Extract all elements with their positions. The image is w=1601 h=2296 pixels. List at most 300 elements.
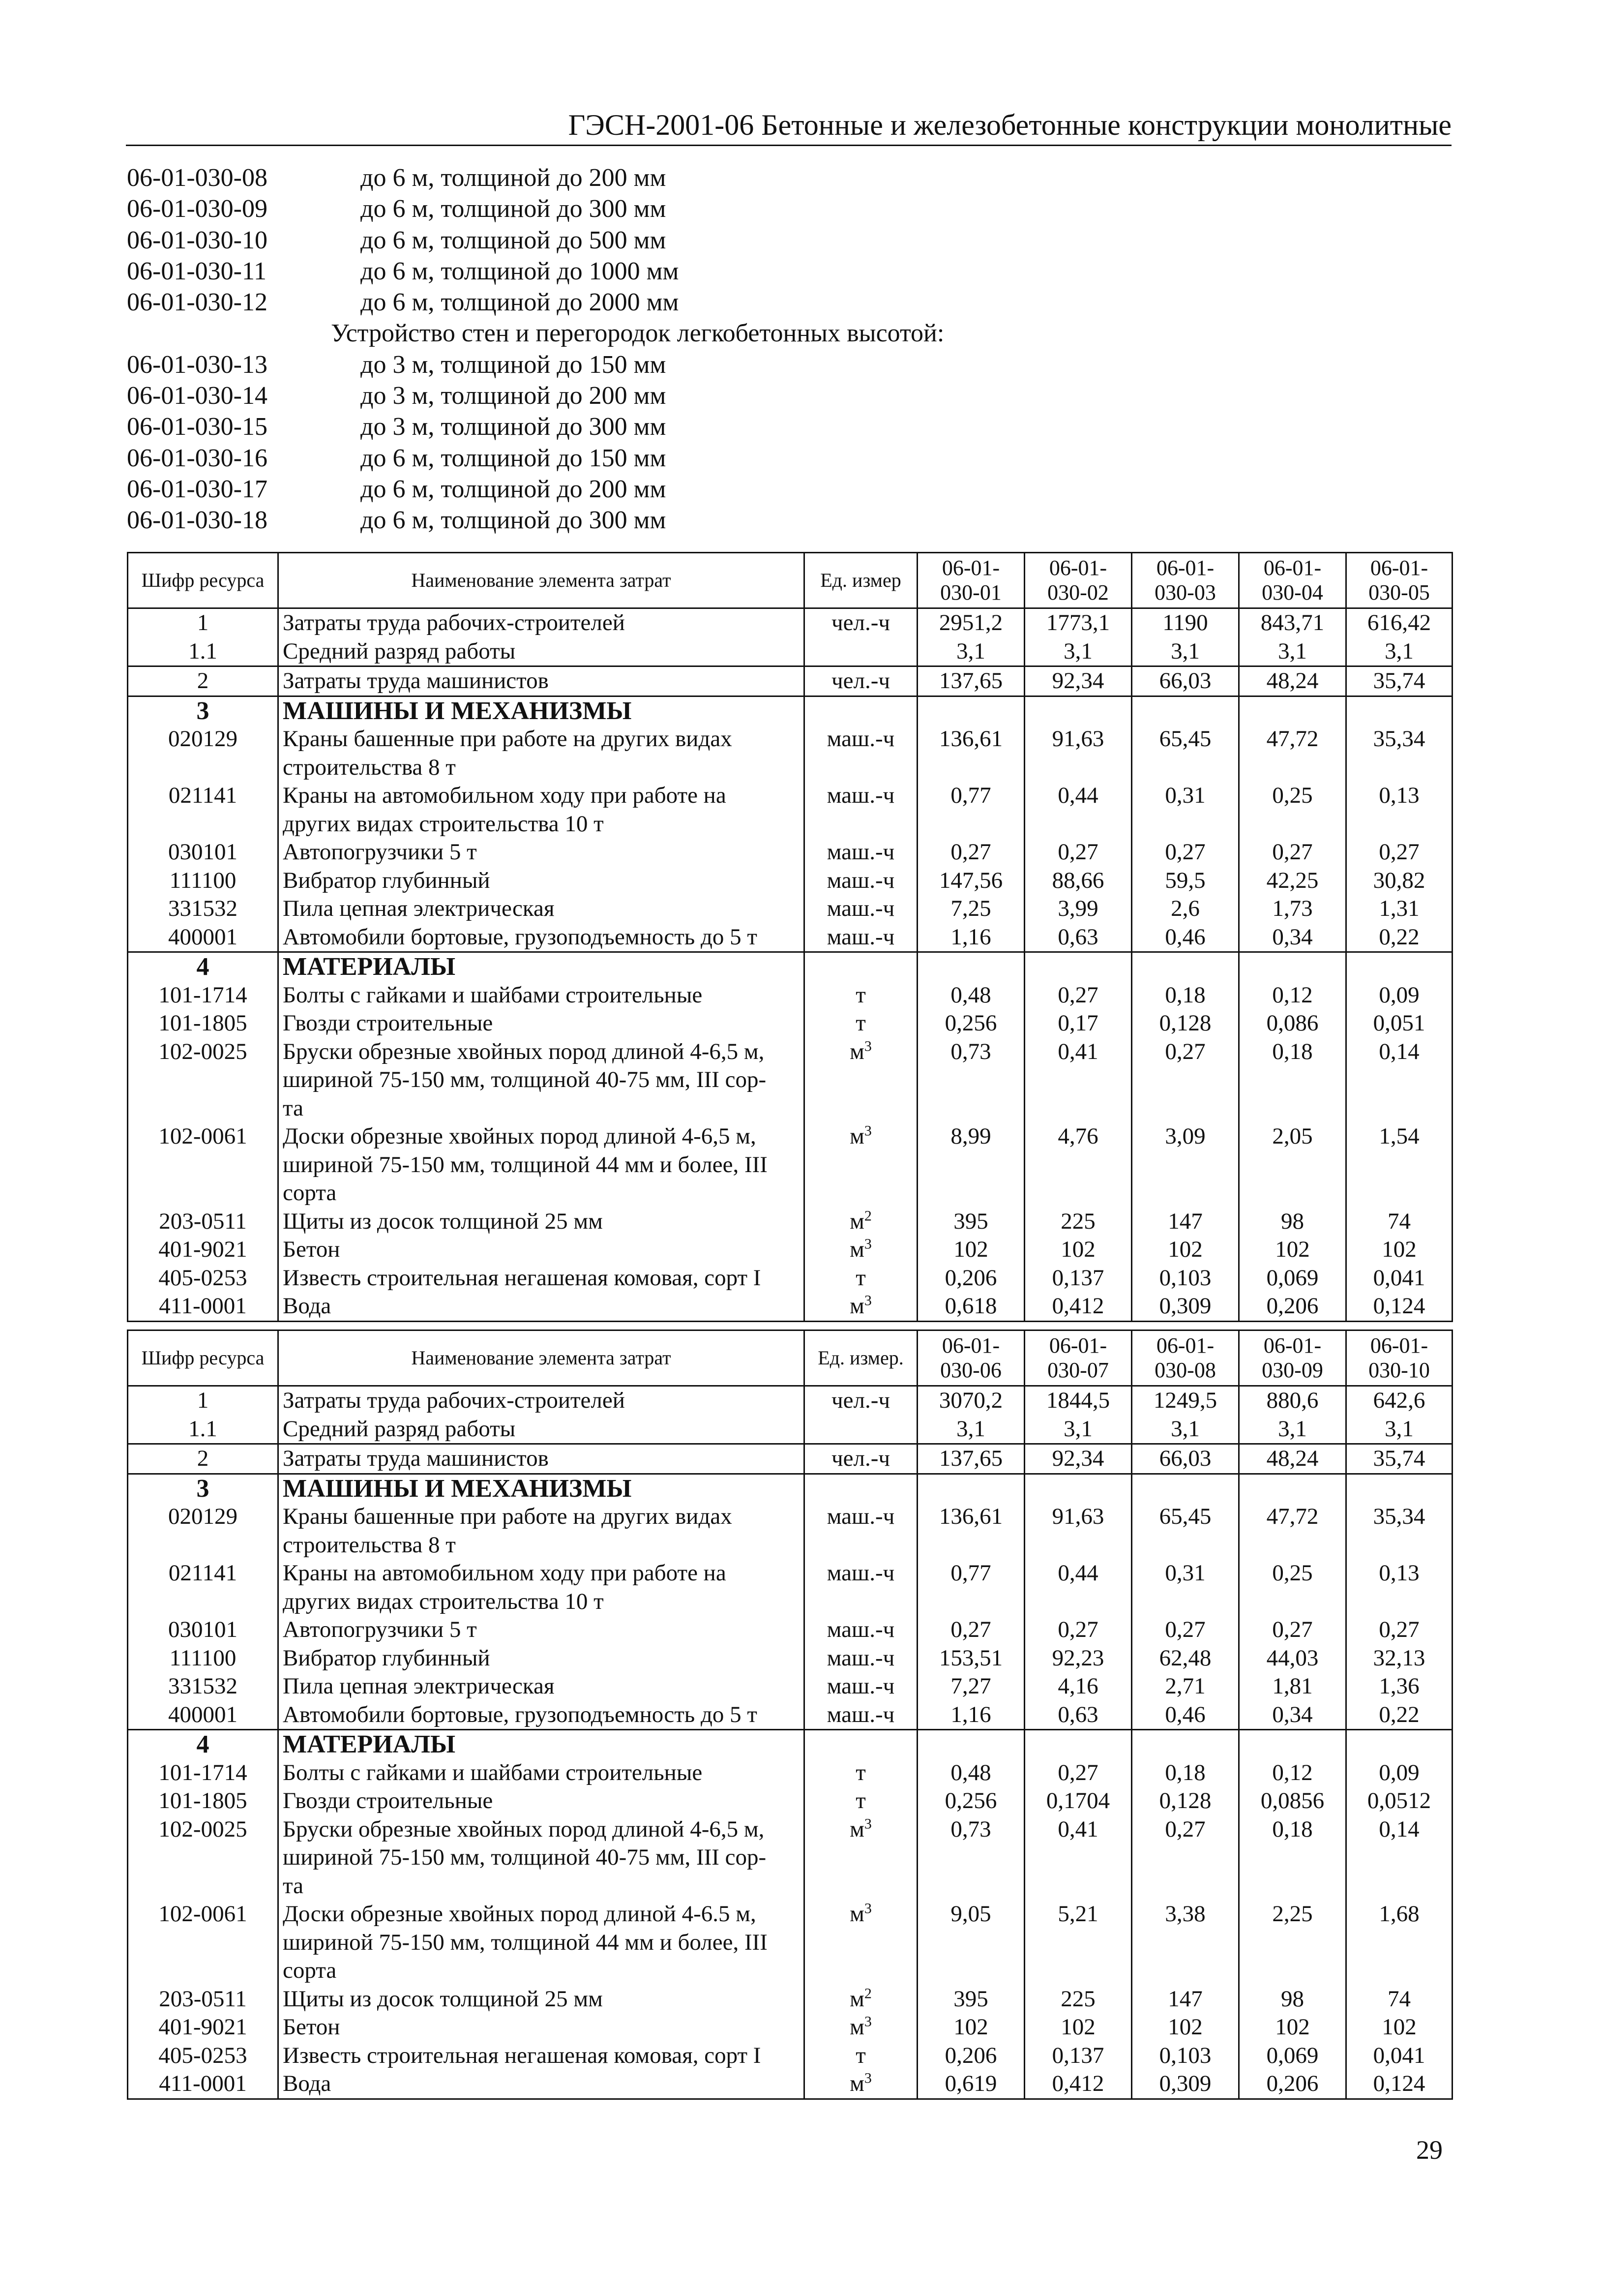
cell-value: 48,24 (1239, 666, 1346, 696)
cell-code: 1.1 (128, 637, 278, 666)
cell-unit (804, 838, 918, 867)
code-list-item (127, 287, 1454, 318)
cell-value: 0,22 (1346, 1701, 1453, 1730)
cell-value: 642,6 (1346, 1386, 1453, 1415)
cell-value: 102 (1346, 1236, 1453, 1264)
cell-value: 47,72 (1239, 725, 1346, 782)
cell-code: 401-9021 (128, 1236, 278, 1264)
code-list-item (127, 193, 1454, 224)
cell-name-line: Средний разряд работы (283, 1416, 516, 1442)
cell-unit-text: маш.-ч (827, 839, 895, 865)
cell-code: 111100 (128, 1644, 278, 1673)
cell-value: 0,73 (918, 1038, 1025, 1123)
table-row (128, 1503, 1453, 1559)
code-list-heading (127, 318, 1454, 349)
cell-value: 35,74 (1346, 666, 1453, 696)
cell-value (1132, 1474, 1239, 1503)
header-norm-code-part: 06-01- (1263, 556, 1322, 580)
cell-code: 3 (128, 1474, 278, 1503)
cell-value: 616,42 (1346, 608, 1453, 637)
cell-unit-exponent: 3 (864, 1900, 872, 1917)
cell-unit-text: маш.-ч (827, 1617, 895, 1642)
cell-value: 0,051 (1346, 1009, 1453, 1038)
cell-value: 3,1 (1025, 637, 1132, 666)
code-list-desc: до 6 м, толщиной до 300 мм (360, 195, 666, 223)
cell-value: 30,82 (1346, 867, 1453, 895)
cell-unit (804, 1208, 918, 1236)
cell-value: 92,34 (1025, 666, 1132, 696)
cell-unit-exponent: 3 (864, 1292, 872, 1309)
cell-value (918, 696, 1025, 725)
header-norm-code (918, 553, 1025, 608)
cell-value: 0,309 (1132, 2070, 1239, 2099)
header-norm-code-part: 06-01- (1049, 556, 1107, 580)
header-norm-code-part: 030-02 (1047, 580, 1109, 604)
header-norm-code (1239, 553, 1346, 608)
cell-name (278, 1730, 804, 1759)
cell-name (278, 923, 804, 952)
table-row (128, 923, 1453, 952)
cell-value: 0,041 (1346, 2042, 1453, 2070)
cell-unit (804, 782, 918, 838)
cell-name (278, 1444, 804, 1474)
cell-value: 0,63 (1025, 1701, 1132, 1730)
cell-name-line: МАТЕРИАЛЫ (283, 953, 455, 981)
cell-unit (804, 666, 918, 696)
cell-name (278, 782, 804, 838)
cell-value: 0,48 (918, 981, 1025, 1010)
table-row (128, 2070, 1453, 2099)
cell-code: 101-1805 (128, 1009, 278, 1038)
cell-name (278, 2042, 804, 2070)
code-list-code: 06-01-030-10 (127, 226, 267, 254)
cell-code: 405-0253 (128, 1264, 278, 1293)
cell-name-line: Вода (283, 1293, 331, 1319)
cell-name (278, 1386, 804, 1415)
cell-value: 3,1 (1239, 1415, 1346, 1444)
cell-unit (804, 1444, 918, 1474)
cell-code: 1.1 (128, 1415, 278, 1444)
cell-unit-exponent: 2 (864, 1985, 872, 2001)
header-norm-code (1132, 553, 1239, 608)
cell-value: 98 (1239, 1985, 1346, 2014)
code-list-item (127, 443, 1454, 474)
code-list-desc: до 6 м, толщиной до 2000 мм (360, 288, 679, 317)
cell-name (278, 1559, 804, 1616)
cell-value: 44,03 (1239, 1644, 1346, 1673)
table-row (128, 838, 1453, 867)
cell-unit (804, 696, 918, 725)
cell-value: 102 (1132, 2013, 1239, 2042)
cell-name-line: Бруски обрезные хвойных пород длиной 4-6,5 м, (283, 1816, 765, 1842)
cell-name-line: шириной 75-150 мм, толщиной 44 мм и более, III (283, 1151, 768, 1178)
cell-unit-text: чел.-ч (831, 668, 890, 694)
code-list-code: 06-01-030-18 (127, 506, 267, 535)
cell-unit-text: маш.-ч (827, 1560, 895, 1586)
table-row (128, 1292, 1453, 1321)
cell-value: 0,14 (1346, 1038, 1453, 1123)
table-row (128, 1759, 1453, 1787)
cell-name (278, 1787, 804, 1815)
cell-value: 0,31 (1132, 1559, 1239, 1616)
cell-unit-exponent: 3 (864, 1122, 872, 1139)
cell-unit (804, 2070, 918, 2099)
cell-unit-exponent: 3 (864, 1236, 872, 1252)
cell-name-line: Пила цепная электрическая (283, 1673, 555, 1699)
table-row (128, 1208, 1453, 1236)
cell-unit-text: м (850, 2014, 864, 2040)
cell-value: 0,103 (1132, 1264, 1239, 1293)
cell-code: 411-0001 (128, 1292, 278, 1321)
cell-name (278, 838, 804, 867)
code-list-desc: до 3 м, толщиной до 300 мм (360, 413, 666, 441)
cell-code: 020129 (128, 725, 278, 782)
cell-name (278, 1644, 804, 1673)
header-norm-code-part: 06-01- (942, 556, 1000, 580)
cell-unit-text: чел.-ч (831, 1446, 890, 1471)
cell-unit (804, 1985, 918, 2014)
cell-value: 3,1 (1025, 1415, 1132, 1444)
cell-value: 62,48 (1132, 1644, 1239, 1673)
cell-value: 153,51 (918, 1644, 1025, 1673)
cell-value: 0,124 (1346, 1292, 1453, 1321)
cell-code: 2 (128, 1444, 278, 1474)
cell-name (278, 1900, 804, 1985)
cell-value: 0,206 (1239, 1292, 1346, 1321)
header-code: Шифр ресурса (128, 553, 278, 608)
table-header-row (128, 1330, 1453, 1386)
cell-value: 0,27 (1239, 1616, 1346, 1644)
cell-value: 0,27 (1132, 1038, 1239, 1123)
cell-value (918, 1474, 1025, 1503)
cell-value: 0,09 (1346, 1759, 1453, 1787)
cell-value: 0,256 (918, 1787, 1025, 1815)
cell-value: 225 (1025, 1208, 1132, 1236)
cell-value (1025, 952, 1132, 981)
cell-value: 147 (1132, 1208, 1239, 1236)
code-list (127, 162, 1454, 536)
code-list-code: 06-01-030-11 (127, 257, 267, 285)
header-norm-code-part: 06-01- (1156, 556, 1215, 580)
cell-unit (804, 725, 918, 782)
table-row (128, 867, 1453, 895)
cell-unit (804, 952, 918, 981)
cell-unit (804, 981, 918, 1010)
cell-value: 136,61 (918, 725, 1025, 782)
cell-value: 0,77 (918, 782, 1025, 838)
cell-name (278, 867, 804, 895)
cell-code: 101-1714 (128, 981, 278, 1010)
cell-value: 35,74 (1346, 1444, 1453, 1474)
cell-name-line: Вибратор глубинный (283, 1645, 490, 1671)
cell-code: 1 (128, 608, 278, 637)
cell-unit-text: т (856, 2042, 866, 2068)
cell-name-line: Затраты труда рабочих-строителей (283, 1388, 625, 1413)
resource-table-2 (127, 1329, 1453, 2100)
cell-value: 395 (918, 1985, 1025, 2014)
code-list-desc: до 6 м, толщиной до 500 мм (360, 226, 666, 254)
cell-value: 1190 (1132, 608, 1239, 637)
cell-name-line: МАШИНЫ И МЕХАНИЗМЫ (283, 696, 632, 725)
cell-value: 0,1704 (1025, 1787, 1132, 1815)
cell-value: 102 (1025, 1236, 1132, 1264)
cell-value: 102 (918, 2013, 1025, 2042)
table-row (128, 1415, 1453, 1444)
cell-code: 203-0511 (128, 1985, 278, 2014)
cell-name-line: Автопогрузчики 5 т (283, 1617, 477, 1642)
cell-code: 021141 (128, 1559, 278, 1616)
cell-code: 4 (128, 952, 278, 981)
cell-unit (804, 895, 918, 923)
cell-value (1239, 1474, 1346, 1503)
cell-value: 0,27 (1132, 838, 1239, 867)
cell-value: 0,13 (1346, 1559, 1453, 1616)
code-list-item (127, 380, 1454, 411)
cell-value: 1773,1 (1025, 608, 1132, 637)
cell-unit (804, 1415, 918, 1444)
cell-value: 35,34 (1346, 725, 1453, 782)
cell-value: 3,1 (1132, 637, 1239, 666)
table-row (128, 1672, 1453, 1701)
cell-value (1132, 1730, 1239, 1759)
cell-value: 0,27 (1025, 981, 1132, 1010)
cell-value: 1,54 (1346, 1122, 1453, 1208)
cell-value: 0,12 (1239, 1759, 1346, 1787)
table-header-row (128, 553, 1453, 608)
cell-unit (804, 1474, 918, 1503)
cell-name-line: Краны башенные при работе на других видах (283, 726, 732, 752)
cell-unit (804, 1644, 918, 1673)
resource-table-1 (127, 552, 1453, 1322)
table-row (128, 782, 1453, 838)
cell-value: 0,27 (1239, 838, 1346, 867)
table-row (128, 895, 1453, 923)
cell-value: 102 (1346, 2013, 1453, 2042)
table-row (128, 952, 1453, 981)
cell-unit (804, 1236, 918, 1264)
cell-value: 0,27 (1132, 1815, 1239, 1901)
cell-value: 0,137 (1025, 2042, 1132, 2070)
cell-value: 1844,5 (1025, 1386, 1132, 1415)
cell-value: 0,18 (1239, 1038, 1346, 1123)
cell-value: 0,41 (1025, 1038, 1132, 1123)
cell-value: 0,412 (1025, 2070, 1132, 2099)
cell-value: 9,05 (918, 1900, 1025, 1985)
cell-value (1239, 952, 1346, 981)
header-norm-code-part: 030-08 (1155, 1358, 1216, 1382)
cell-unit-text: чел.-ч (831, 1388, 890, 1413)
header-name: Наименование элемента затрат (278, 553, 804, 608)
cell-value: 35,34 (1346, 1503, 1453, 1559)
cell-name-line: Затраты труда машинистов (283, 668, 549, 694)
cell-value: 0,44 (1025, 1559, 1132, 1616)
cell-value: 2951,2 (918, 608, 1025, 637)
cell-unit-text: м (850, 1038, 864, 1064)
cell-code: 331532 (128, 895, 278, 923)
cell-name-line: Краны башенные при работе на других видах (283, 1504, 732, 1529)
cell-value: 0,34 (1239, 923, 1346, 952)
cell-name (278, 895, 804, 923)
cell-name-line: шириной 75-150 мм, толщиной 40-75 мм, III сор- (283, 1844, 767, 1870)
cell-value: 0,27 (1025, 1759, 1132, 1787)
cell-value: 66,03 (1132, 1444, 1239, 1474)
cell-code: 203-0511 (128, 1208, 278, 1236)
table-row (128, 2013, 1453, 2042)
table-row (128, 637, 1453, 666)
cell-unit (804, 1900, 918, 1985)
cell-value: 4,16 (1025, 1672, 1132, 1701)
cell-unit-text: т (856, 1759, 866, 1785)
header-norm-code (1025, 1330, 1132, 1386)
cell-code: 4 (128, 1730, 278, 1759)
cell-value: 102 (1239, 2013, 1346, 2042)
cell-value: 2,71 (1132, 1672, 1239, 1701)
cell-unit (804, 1616, 918, 1644)
cell-unit-text: м (850, 1901, 864, 1927)
code-list-item (127, 256, 1454, 287)
table-row (128, 1236, 1453, 1264)
cell-value (1025, 1730, 1132, 1759)
cell-name (278, 1815, 804, 1901)
code-list-desc: до 6 м, толщиной до 1000 мм (360, 257, 679, 285)
header-norm-code-part: 030-01 (940, 580, 1002, 604)
cell-name (278, 2013, 804, 2042)
cell-value (1346, 952, 1453, 981)
cell-unit (804, 923, 918, 952)
cell-value: 1,31 (1346, 895, 1453, 923)
code-list-code: 06-01-030-17 (127, 475, 267, 503)
code-list-item (127, 474, 1454, 505)
cell-name (278, 1474, 804, 1503)
cell-code: 101-1714 (128, 1759, 278, 1787)
cell-unit-text: т (856, 1788, 866, 1813)
cell-name-line: та (283, 1095, 303, 1121)
header-norm-code (1132, 1330, 1239, 1386)
cell-value (1025, 1474, 1132, 1503)
cell-name-line: Бруски обрезные хвойных пород длиной 4-6,5 м, (283, 1038, 765, 1064)
cell-unit (804, 637, 918, 666)
cell-name (278, 1759, 804, 1787)
header-norm-code-part: 06-01- (1156, 1333, 1215, 1358)
cell-name (278, 952, 804, 981)
cell-unit (804, 1559, 918, 1616)
cell-unit-text: маш.-ч (827, 1504, 895, 1529)
cell-name (278, 1236, 804, 1264)
cell-code: 102-0061 (128, 1900, 278, 1985)
cell-name-line: Гвозди строительные (283, 1010, 493, 1036)
cell-value: 102 (1132, 1236, 1239, 1264)
cell-value: 0,25 (1239, 1559, 1346, 1616)
cell-name-line: Автомобили бортовые, грузоподъемность до 5 т (283, 1701, 757, 1727)
cell-value: 0,14 (1346, 1815, 1453, 1901)
cell-value: 3,1 (1239, 637, 1346, 666)
table-row (128, 1444, 1453, 1474)
cell-value: 7,27 (918, 1672, 1025, 1701)
page-number: 29 (1416, 2135, 1443, 2165)
cell-value: 1,73 (1239, 895, 1346, 923)
cell-value: 92,23 (1025, 1644, 1132, 1673)
cell-value: 0,31 (1132, 782, 1239, 838)
cell-name (278, 1292, 804, 1321)
cell-unit-text: т (856, 982, 866, 1008)
cell-value: 3,1 (918, 1415, 1025, 1444)
cell-value: 137,65 (918, 1444, 1025, 1474)
cell-unit (804, 1038, 918, 1123)
cell-unit-text: м (850, 1208, 864, 1234)
cell-name (278, 1672, 804, 1701)
table-row (128, 1644, 1453, 1673)
cell-name (278, 1264, 804, 1293)
cell-value: 136,61 (918, 1503, 1025, 1559)
table-row (128, 1900, 1453, 1985)
cell-value: 0,77 (918, 1559, 1025, 1616)
cell-name (278, 1503, 804, 1559)
cell-value: 0,124 (1346, 2070, 1453, 2099)
cell-value: 0,206 (918, 1264, 1025, 1293)
cell-value: 0,18 (1132, 981, 1239, 1010)
cell-value: 0,27 (1025, 1616, 1132, 1644)
code-list-item (127, 225, 1454, 256)
table-row (128, 608, 1453, 637)
cell-value: 3,1 (918, 637, 1025, 666)
cell-unit (804, 1009, 918, 1038)
table-row (128, 666, 1453, 696)
cell-name-line: Известь строительная негашеная комовая, сорт I (283, 2042, 761, 2068)
cell-value (1346, 1474, 1453, 1503)
cell-value: 3,1 (1132, 1415, 1239, 1444)
cell-value: 92,34 (1025, 1444, 1132, 1474)
table-row (128, 1985, 1453, 2014)
cell-value: 0,18 (1132, 1759, 1239, 1787)
code-list-item (127, 505, 1454, 536)
cell-value: 0,128 (1132, 1009, 1239, 1038)
cell-value: 1,16 (918, 1701, 1025, 1730)
header-norm-code (918, 1330, 1025, 1386)
cell-unit (804, 1122, 918, 1208)
cell-unit (804, 1759, 918, 1787)
cell-unit (804, 1787, 918, 1815)
header-unit: Ед. измер (804, 553, 918, 608)
code-list-code: 06-01-030-13 (127, 350, 267, 379)
cell-value: 65,45 (1132, 1503, 1239, 1559)
cell-unit (804, 1815, 918, 1901)
cell-value: 102 (1025, 2013, 1132, 2042)
cell-unit-exponent: 3 (864, 1037, 872, 1054)
cell-value: 32,13 (1346, 1644, 1453, 1673)
cell-value: 395 (918, 1208, 1025, 1236)
cell-unit-text: маш.-ч (827, 783, 895, 808)
cell-unit (804, 1701, 918, 1730)
cell-value: 0,34 (1239, 1701, 1346, 1730)
table-row (128, 2042, 1453, 2070)
cell-value: 5,21 (1025, 1900, 1132, 1985)
cell-unit (804, 1730, 918, 1759)
cell-value: 0,618 (918, 1292, 1025, 1321)
code-list-code: 06-01-030-08 (127, 164, 267, 192)
header-code: Шифр ресурса (128, 1330, 278, 1386)
cell-value: 0,206 (918, 2042, 1025, 2070)
cell-value: 0,17 (1025, 1009, 1132, 1038)
code-list-item (127, 162, 1454, 193)
cell-value: 3070,2 (918, 1386, 1025, 1415)
code-list-code: 06-01-030-14 (127, 382, 267, 410)
cell-code: 401-9021 (128, 2013, 278, 2042)
cell-value: 1,16 (918, 923, 1025, 952)
cell-value: 7,25 (918, 895, 1025, 923)
code-list-code: 06-01-030-09 (127, 195, 267, 223)
cell-value: 0,48 (918, 1759, 1025, 1787)
cell-name (278, 1616, 804, 1644)
